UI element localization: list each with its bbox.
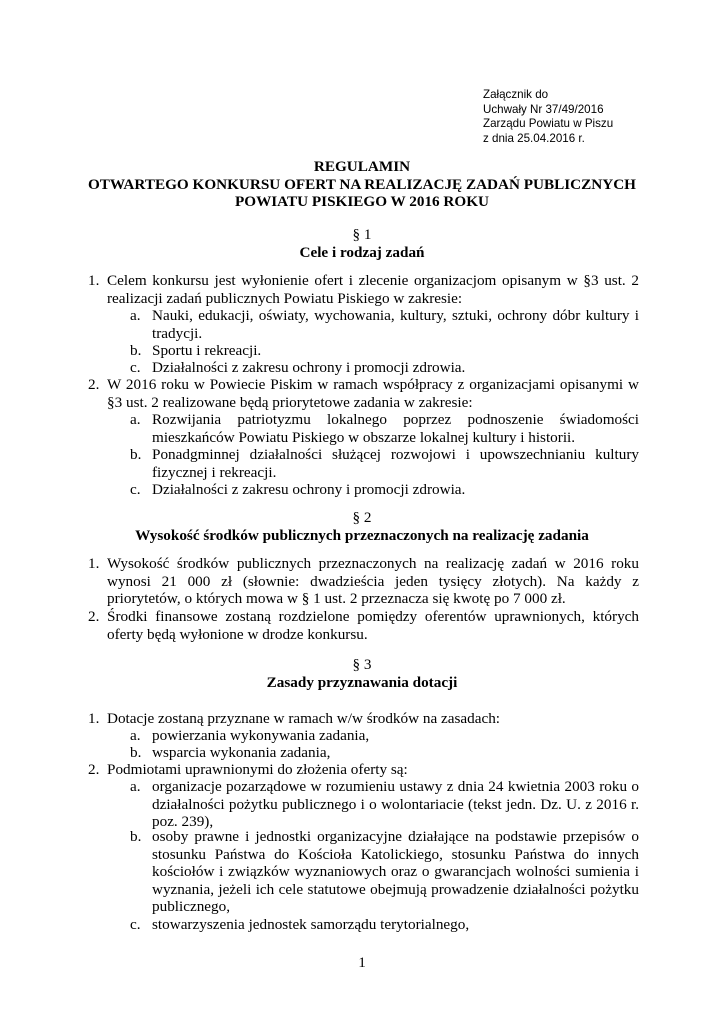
- document-title: [60, 158, 664, 211]
- list-marker: b.: [130, 446, 142, 463]
- list-item: Środki finansowe zostaną rozdzielone pomiędzy oferentów uprawnionych, których oferty będą wyłonione w drodze konkursu.: [107, 608, 639, 643]
- section-title: Cele i rodzaj zadań: [299, 244, 425, 261]
- section-title: Wysokość środków publicznych przeznaczonych na realizację zadania: [135, 527, 589, 544]
- list-item: Działalności z zakresu ochrony i promocji zdrowia.: [152, 481, 466, 498]
- list-item: Nauki, edukacji, oświaty, wychowania, kultury, sztuki, ochrony dóbr kultury i tradycji.: [152, 307, 639, 342]
- list-marker: c.: [130, 916, 141, 933]
- annex-line: Zarządu Powiatu w Piszu: [483, 117, 614, 131]
- annex-line: Uchwały Nr 37/49/2016: [483, 102, 604, 116]
- page-number: 1: [358, 954, 366, 971]
- list-marker: 1.: [88, 555, 100, 572]
- section-2-heading: [60, 509, 664, 545]
- list-marker: b.: [130, 744, 142, 761]
- list-item: Działalności z zakresu ochrony i promocji zdrowia.: [152, 359, 466, 376]
- list-marker: a.: [130, 778, 141, 795]
- section-title: Zasady przyznawania dotacji: [266, 674, 458, 691]
- list-marker: b.: [130, 342, 142, 359]
- annex-line: z dnia 25.04.2016 r.: [483, 131, 585, 145]
- list-item: W 2016 roku w Powiecie Piskim w ramach współpracy z organizacjami opisanymi w §3 ust. 2 realizowane będą priorytetowe zadania w zakresie:: [107, 376, 639, 411]
- section-3-heading: [60, 656, 664, 692]
- list-item: Wysokość środków publicznych przeznaczonych na realizację zadań w 2016 roku wynosi 21 000 zł (słownie: dwadzieścia jeden tysięcy złotych). Na każdy z priorytetów, o których mowa w § 1 ust. 2 przeznacza się kwotę po 7 000 zł.: [107, 555, 639, 607]
- section-1-heading: [60, 226, 664, 262]
- list-marker: a.: [130, 727, 141, 744]
- list-item: osoby prawne i jednostki organizacyjne działające na podstawie przepisów o stosunku Państwa do Kościoła Katolickiego, stosunku Państwa do innych kościołów i związków wyznaniowych oraz o gwarancjach wolności sumienia i wyznania, jeżeli ich cele statutowe obejmują prowadzenie działalności pożytku publicznego,: [152, 828, 639, 915]
- list-marker: 2.: [88, 608, 100, 625]
- title-line: OTWARTEGO KONKURSU OFERT NA REALIZACJĘ ZADAŃ PUBLICZNYCH: [87, 175, 636, 193]
- section-number: § 3: [352, 656, 372, 673]
- list-marker: c.: [130, 481, 141, 498]
- list-marker: 2.: [88, 376, 100, 393]
- list-item: wsparcia wykonania zadania,: [152, 744, 331, 761]
- list-marker: b.: [130, 828, 142, 845]
- list-item: Ponadgminnej działalności służącej rozwojowi i upowszechnianiu kultury fizycznej i rekreacji.: [152, 446, 639, 481]
- list-item: Celem konkursu jest wyłonienie ofert i zlecenie organizacjom opisanym w §3 ust. 2 realizacji zadań publicznych Powiatu Piskiego w zakresie:: [107, 272, 639, 307]
- list-marker: a.: [130, 307, 141, 324]
- list-marker: a.: [130, 411, 141, 428]
- annex-note: [483, 88, 703, 146]
- list-marker: c.: [130, 359, 141, 376]
- section-number: § 1: [352, 226, 372, 243]
- list-item: Sportu i rekreacji.: [152, 342, 262, 359]
- list-item: powierzania wykonywania zadania,: [152, 727, 370, 744]
- list-marker: 1.: [88, 272, 100, 289]
- list-item: Dotacje zostaną przyznane w ramach w/w środków na zasadach:: [107, 710, 501, 727]
- title-line: POWIATU PISKIEGO W 2016 ROKU: [234, 193, 489, 210]
- annex-line: Załącznik do: [483, 88, 549, 101]
- list-marker: 2.: [88, 761, 100, 778]
- list-item: organizacje pozarządowe w rozumieniu ustawy z dnia 24 kwietnia 2003 roku o działalności pożytku publicznego i o wolontariacie (tekst jedn. Dz. U. z 2016 r. poz. 239),: [152, 778, 639, 830]
- list-marker: 1.: [88, 710, 100, 727]
- list-item: Podmiotami uprawnionymi do złożenia oferty są:: [107, 761, 408, 778]
- section-number: § 2: [352, 509, 372, 526]
- list-item: Rozwijania patriotyzmu lokalnego poprzez podnoszenie świadomości mieszkańców Powiatu Piskiego w obszarze lokalnej kultury i historii.: [152, 411, 639, 446]
- list-item: stowarzyszenia jednostek samorządu terytorialnego,: [152, 916, 470, 933]
- title-line: REGULAMIN: [313, 158, 411, 175]
